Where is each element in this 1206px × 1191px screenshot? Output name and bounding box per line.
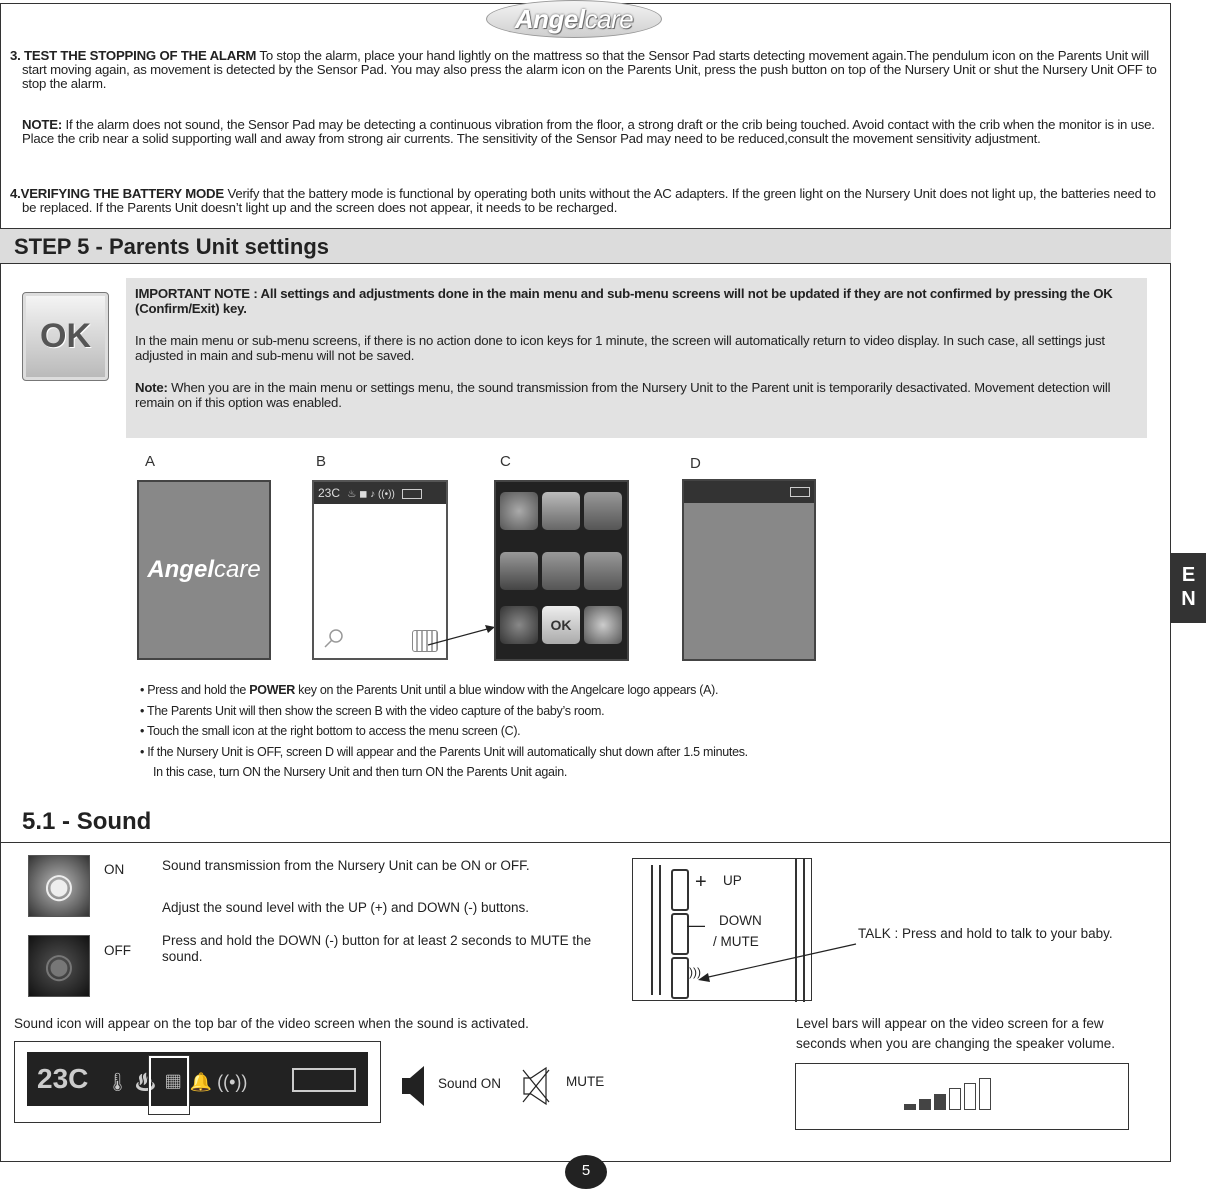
screen-d-label: D — [690, 455, 701, 472]
angelcare-logo: Angelcare — [486, 0, 662, 38]
minus-icon: — — [687, 915, 705, 935]
mute-icon — [522, 1066, 550, 1106]
sound-icon-note: Sound icon will appear on the top bar of the video screen when the sound is activated. — [14, 1016, 529, 1031]
power-on-instructions: • Press and hold the POWER key on the Parents Unit until a blue window with the Angelcare logo appears (A). • The Parents Unit will then show the screen B with the video capture of the baby’s room. • Touch the small icon at the right bottom to access the menu screen (C). • If the Nursery Unit is OFF, screen D will appear and the Parents Unit will automatically shut down after 1.5 minutes. In this case, turn ON the Nursery Unit and then turn ON the Parents Unit again. — [140, 683, 748, 779]
ok-key-image: OK — [22, 292, 109, 381]
ok-menu-icon[interactable]: OK — [542, 606, 580, 644]
up-button[interactable] — [671, 869, 689, 911]
timer-menu-icon[interactable] — [500, 606, 538, 644]
test-stopping-alarm: 3. TEST THE STOPPING OF THE ALARM To stop the alarm, place your hand lightly on the mattress so that the Sensor Pad starts detecting movement again.The pendulum icon on the Parents Unit will start moving again, as movement is detected by the Sensor Pad. You may also press the alarm icon on the Parents Unit, press the push button on top of the Nursery Unit or shut the Nursery Unit OFF to stop the alarm. — [10, 48, 1157, 91]
temperature-readout: 23C — [37, 1063, 89, 1094]
battery-icon — [402, 489, 422, 499]
plus-icon: + — [695, 871, 707, 893]
sound-on-icon: ◉ — [28, 855, 90, 917]
microphone-menu-icon[interactable] — [500, 552, 538, 590]
sound-on-label: Sound ON — [438, 1076, 502, 1091]
gear-icon[interactable] — [584, 606, 622, 644]
talk-icon: ))) — [689, 965, 701, 979]
mute-label-text: MUTE — [566, 1074, 605, 1089]
temperature-readout: 23C — [318, 486, 341, 500]
section-divider — [0, 842, 1171, 843]
level-bars-note: Level bars will appear on the video screen for a few seconds when you are changing the speaker volume. — [796, 1016, 1115, 1051]
down-label: DOWN — [719, 913, 762, 928]
pointer-arrow — [425, 620, 500, 650]
screen-c-label: C — [500, 453, 511, 470]
screen-b-label: B — [316, 453, 327, 470]
battery-icon — [790, 487, 810, 497]
off-label: OFF — [104, 943, 131, 958]
talk-button[interactable] — [671, 957, 689, 999]
step5-header — [0, 228, 1171, 264]
sound-off-icon: ◉ — [28, 935, 90, 997]
pendulum-menu-icon[interactable] — [542, 552, 580, 590]
verify-battery-mode: 4.VERIFYING THE BATTERY MODE Verify that the battery mode is functional by operating both units without the AC adapters. If the green light on the Nursery Unit does not light up, the batteries need to be replaced. If the Parents Unit doesn’t light up and the screen does not appear, it needs to be recharged. — [10, 186, 1156, 215]
speaker-on-icon — [400, 1064, 412, 1104]
sound-description: Sound transmission from the Nursery Unit can be ON or OFF. Adjust the sound level with the UP (+) and DOWN (-) buttons. Press and hold the DOWN (-) button for at least 2 seconds to MUTE the sound. — [162, 858, 592, 964]
sound-icon-highlight — [149, 1056, 189, 1114]
video-top-bar-illustration — [14, 1041, 381, 1123]
screen-d-off — [682, 479, 816, 661]
page-number: 5 — [565, 1155, 607, 1189]
talk-description: TALK : Press and hold to talk to your baby. — [858, 926, 1113, 941]
screen-a-logo: Angelcare — [137, 480, 271, 660]
important-note-text: IMPORTANT NOTE : All settings and adjustments done in the main menu and sub-menu screens will not be updated if they are not confirmed by pressing the OK (Confirm/Exit) key. In the main menu or sub-menu screens, if there is no action done to icon keys for 1 minute, the screen will automatically return to video display. In such case, all settings just adjusted in main and sub-menu will not be saved. Note: When you are in the main menu or settings menu, the sound transmission from the Nursery Unit to the Parent unit is temporarily desactivated. Movement detection will remain on if this option was enabled. — [135, 286, 1113, 410]
screen-c-menu — [494, 480, 629, 661]
volume-level-bars — [904, 1078, 991, 1110]
status-icons: 🌡 ♨ ◼ 🔔 ((•)) — [106, 1072, 248, 1092]
screen-a-label: A — [145, 453, 156, 470]
status-icons: ♨ ◼ ♪ ((•)) — [347, 489, 398, 500]
on-label: ON — [104, 862, 125, 877]
sound-section-title: 5.1 - Sound — [22, 808, 152, 835]
up-label: UP — [723, 873, 742, 888]
level-bars-illustration — [795, 1063, 1129, 1130]
mute-label: / MUTE — [713, 934, 759, 949]
battery-icon — [292, 1068, 356, 1092]
alarm-note: NOTE: If the alarm does not sound, the Sensor Pad may be detecting a continuous vibration from the floor, a strong draft or the crib being touched. Avoid contact with the crib when the monitor is in use. Place the crib near a solid supporting wall and away from strong air currents. The sensitivity of the Sensor Pad may need to be reduced,consult the movement sensitivity adjustment. — [22, 117, 1155, 146]
music-menu-icon[interactable] — [584, 492, 622, 530]
thermometer-menu-icon[interactable] — [584, 552, 622, 590]
screen-menu-icon[interactable] — [542, 492, 580, 530]
talk-pointer-arrow — [690, 940, 860, 990]
language-tab-en: E N — [1171, 553, 1206, 623]
speaker-menu-icon[interactable] — [500, 492, 538, 530]
search-icon — [322, 626, 346, 650]
step5-title: STEP 5 - Parents Unit settings — [14, 234, 330, 259]
